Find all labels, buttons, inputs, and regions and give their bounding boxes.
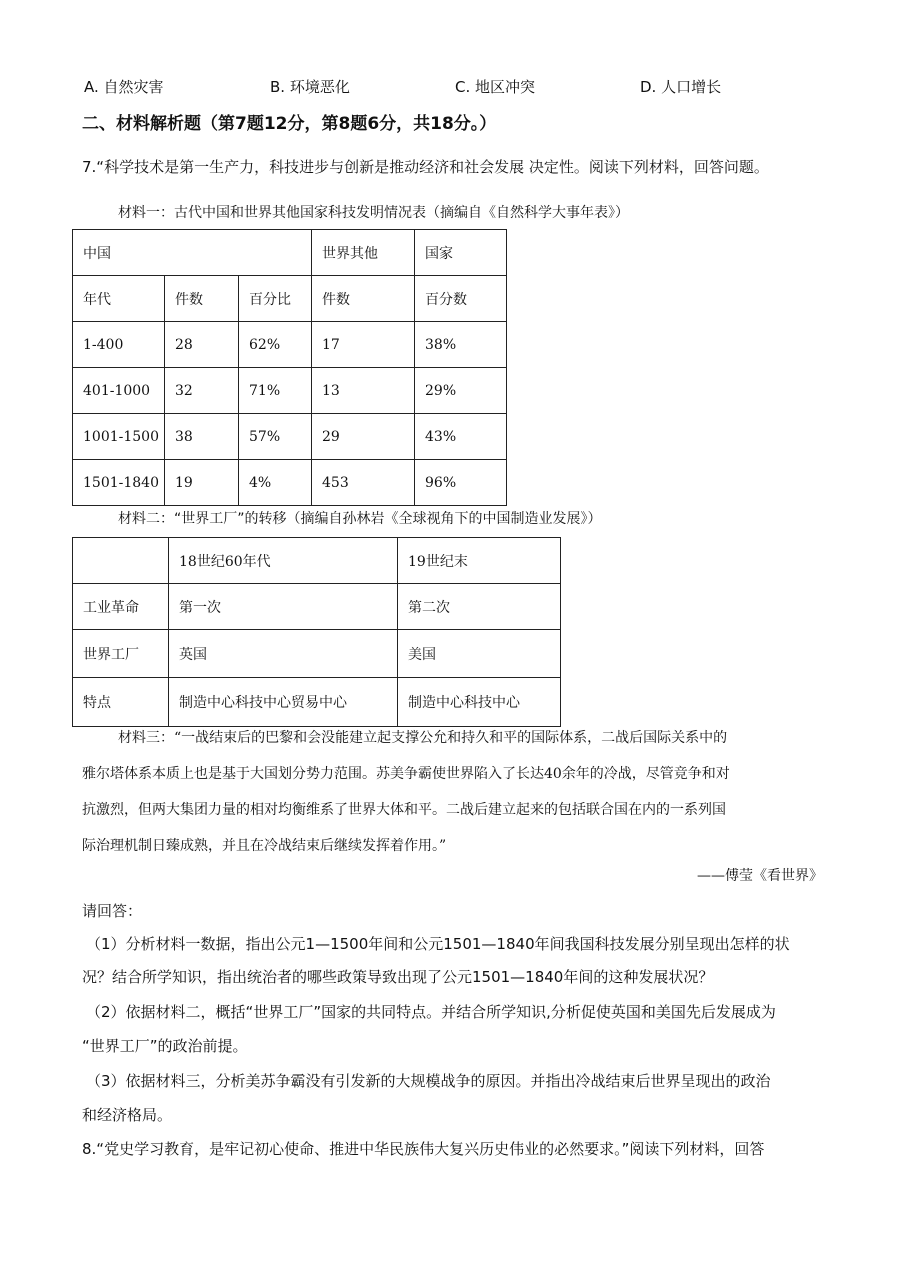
table-cell: 世界工厂 [73, 630, 169, 678]
table-header-cell: 19世纪末 [398, 538, 561, 584]
table-cell: 制造中心科技中心贸易中心 [169, 678, 398, 727]
table-cell: 57% [239, 414, 312, 460]
table-cell: 工业革命 [73, 584, 169, 630]
material-2-caption: 材料二：“世界工厂”的转移（摘编自孙林岩《全球视角下的中国制造业发展》） [118, 511, 602, 527]
table-cell: 32 [165, 368, 239, 414]
table-header-cell: 国家 [415, 230, 507, 276]
material-1-caption: 材料一：古代中国和世界其他国家科技发明情况表（摘编自《自然科学大事年表》） [118, 205, 629, 221]
section-title: 二、材料解析题（第7题12分，第8题6分，共18分。） [82, 114, 497, 134]
option-b [270, 76, 350, 97]
table-cell: 第二次 [398, 584, 561, 630]
table-row [73, 368, 507, 414]
table-cell: 1501-1840 [73, 460, 165, 506]
option-a [84, 76, 164, 97]
table-cell: 13 [312, 368, 415, 414]
table-cell: 453 [312, 460, 415, 506]
table-cell: 71% [239, 368, 312, 414]
table-cell: 特点 [73, 678, 169, 727]
material-3-line: 材料三：“一战结束后的巴黎和会没能建立起支撑公允和持久和平的国际体系，二战后国际关系中的 [118, 730, 728, 746]
table-header-cell: 百分数 [415, 276, 507, 322]
option-letter: C. [455, 78, 471, 96]
table-cell: 第一次 [169, 584, 398, 630]
table-cell: 英国 [169, 630, 398, 678]
option-letter: B. [270, 78, 286, 96]
table-cell: 401-1000 [73, 368, 165, 414]
question-3-line: 和经济格局。 [82, 1106, 173, 1124]
table-header-row [73, 230, 507, 276]
table-cell: 1-400 [73, 322, 165, 368]
table-cell: 29% [415, 368, 507, 414]
table-header-cell: 世界其他 [312, 230, 415, 276]
option-letter: A. [84, 78, 99, 96]
table-header-cell: 年代 [73, 276, 165, 322]
table-cell: 17 [312, 322, 415, 368]
table-header-cell: 18世纪60年代 [169, 538, 398, 584]
question-3-line: （3）依据材料三，分析美苏争霸没有引发新的大规模战争的原因。并指出冷战结束后世界呈现出的政治 [86, 1072, 771, 1090]
table-cell: 38% [415, 322, 507, 368]
table-header-cell: 件数 [165, 276, 239, 322]
table-cell: 38 [165, 414, 239, 460]
table-cell: 美国 [398, 630, 561, 678]
question-2-line: “世界工厂”的政治前提。 [82, 1037, 248, 1055]
table-cell: 29 [312, 414, 415, 460]
table-row [73, 630, 561, 678]
table-header-row [73, 276, 507, 322]
table-row [73, 322, 507, 368]
question-1-line: （1）分析材料一数据，指出公元1—1500年间和公元1501—1840年间我国科技发展分别呈现出怎样的状 [86, 935, 790, 953]
table-header-cell: 百分比 [239, 276, 312, 322]
option-text: 人口增长 [661, 78, 722, 96]
table-cell: 96% [415, 460, 507, 506]
table-cell: 43% [415, 414, 507, 460]
option-text: 地区冲突 [475, 78, 536, 96]
option-c [455, 76, 535, 97]
table-header-cell [73, 538, 169, 584]
table-cell: 1001-1500 [73, 414, 165, 460]
option-text: 环境恶化 [289, 78, 350, 96]
material-2-table [72, 537, 561, 727]
question-7-intro: 7.“科学技术是第一生产力，科技进步与创新是推动经济和社会发展 决定性。阅读下列材料，回答问题。 [82, 158, 769, 176]
table-row [73, 414, 507, 460]
table-header-row [73, 538, 561, 584]
option-text: 自然灾害 [103, 78, 164, 96]
question-2-line: （2）依据材料二，概括“世界工厂”国家的共同特点。并结合所学知识,分析促使英国和美国先后发展成为 [86, 1003, 776, 1021]
table-cell: 4% [239, 460, 312, 506]
table-header-cell: 件数 [312, 276, 415, 322]
material-3-source: ——傅莹《看世界》 [697, 868, 823, 884]
table-cell: 制造中心科技中心 [398, 678, 561, 727]
question-1-line: 况？结合所学知识，指出统治者的哪些政策导致出现了公元1501—1840年间的这种发展状况？ [82, 968, 714, 986]
material-3-line: 抗激烈，但两大集团力量的相对均衡维系了世界大体和平。二战后建立起来的包括联合国在内的一系列国 [82, 802, 726, 818]
table-cell: 19 [165, 460, 239, 506]
question-8-intro: 8.“党史学习教育，是牢记初心使命、推进中华民族伟大复兴历史伟业的必然要求。”阅读下列材料，回答 [82, 1140, 765, 1158]
material-3-line: 雅尔塔体系本质上也是基于大国划分势力范围。苏美争霸使世界陷入了长达40余年的冷战，尽管竞争和对 [82, 766, 730, 782]
table-header-cell: 中国 [73, 230, 312, 276]
option-d [640, 76, 721, 97]
table-row [73, 584, 561, 630]
option-letter: D. [640, 78, 657, 96]
material-3-line: 际治理机制日臻成熟，并且在冷战结束后继续发挥着作用。” [82, 838, 447, 854]
questions-lead: 请回答： [82, 902, 143, 920]
table-cell: 28 [165, 322, 239, 368]
table-row [73, 460, 507, 506]
table-cell: 62% [239, 322, 312, 368]
material-1-table [72, 229, 507, 506]
